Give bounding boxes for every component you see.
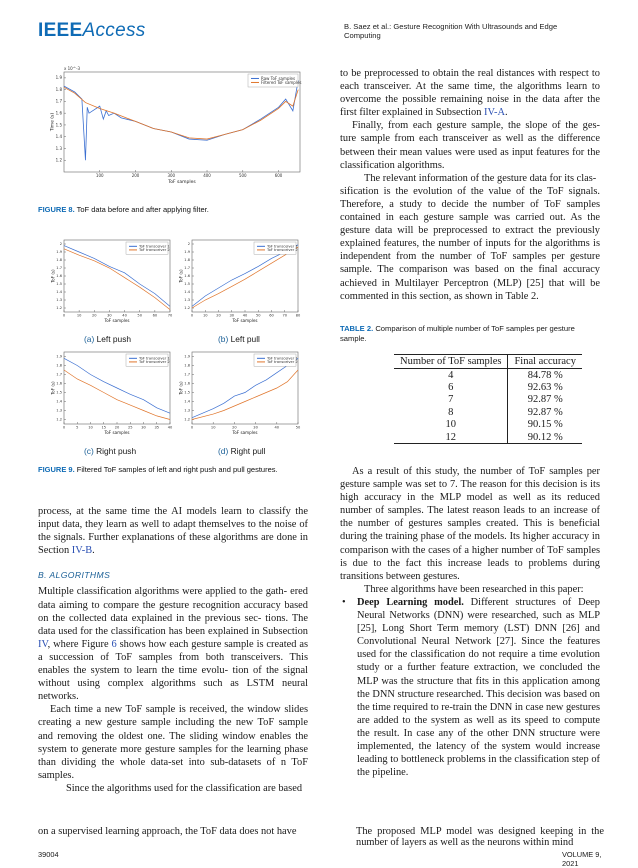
x-tick-label: 600 <box>274 173 283 178</box>
x-axis-label: ToF samples <box>232 430 258 436</box>
x-tick-label: 60 <box>269 313 274 318</box>
y-tick-label: 1.6 <box>184 274 190 279</box>
figure-8-label: FIGURE 8. <box>38 205 75 214</box>
y-tick-label: 1.5 <box>184 390 190 395</box>
logo-text-ieee: IEEE <box>38 20 83 41</box>
x-tick-label: 200 <box>131 173 140 178</box>
x-axis-label: ToF samples <box>232 318 258 324</box>
y-tick-label: 1.7 <box>56 372 62 377</box>
table-2-label: TABLE 2. <box>340 324 374 333</box>
y-tick-label: 1.7 <box>184 372 190 377</box>
y-tick-label: 1.9 <box>56 250 62 255</box>
table-row: 7 92.87 % <box>394 394 582 406</box>
y-tick-label: 1.2 <box>184 306 190 311</box>
y-tick-label: 1.2 <box>184 417 190 422</box>
x-tick-label: 20 <box>232 425 237 430</box>
left-column-overflow-text: on a supervised learning approach, the ToF data does not have <box>38 826 297 837</box>
y-tick-label: 1.2 <box>56 417 62 422</box>
x-axis-label: ToF samples <box>104 318 130 324</box>
logo-text-access: Access <box>82 20 146 41</box>
x-tick-label: 0 <box>190 313 194 318</box>
x-tick-label: 60 <box>152 313 158 318</box>
y-axis-label: ToF (s) <box>50 269 56 283</box>
x-tick-label: 50 <box>295 425 301 430</box>
y-tick-label: 1.8 <box>56 258 62 263</box>
paragraph: Since the algorithms used for the classification are based <box>66 782 303 794</box>
x-tick-label: 70 <box>282 313 288 318</box>
table-row: 10 90.15 % <box>394 419 582 431</box>
y-tick-label: 1.7 <box>55 98 62 104</box>
paragraph: Finally, from each gesture sample, the slope of the ges- ture sample from each transceiver as well as the difference between their mean values were used as input features for the classification algorithms. <box>340 120 600 171</box>
figure-9-text: Filtered ToF samples of left and right push and pull gestures. <box>76 465 278 474</box>
table-2 <box>394 354 582 444</box>
x-tick-label: 0 <box>62 425 66 430</box>
section-ref-link[interactable]: IV-B <box>71 545 93 557</box>
y-tick-label: 1.6 <box>56 274 62 279</box>
y-axis-label: ToF (s) <box>50 381 56 395</box>
table-row: 4 84.78 % <box>394 369 582 382</box>
legend-label: ToF transceiver 2 <box>139 360 170 365</box>
x-tick-label: 30 <box>229 313 235 318</box>
paragraph: Multiple classification algorithms were applied to the gath- ered data aiming to compare the gesture recognition accuracy based on the collected data explained in the previous sec- tions. The data used for the classification has been explained in Subsection IV, where Figure 6 shows how each gesture sample is created as a succession of ToF samples from both transceivers. This enables the system to learn the time evolu- tion of the signal without using complex algorithms such as LSTM neural networks. <box>38 586 308 703</box>
figure-8-plot <box>50 66 302 185</box>
x-tick-label: 25 <box>127 425 133 430</box>
x-tick-label: 80 <box>295 313 301 318</box>
right-column-text-top <box>340 67 600 303</box>
y-tick-label: 1.5 <box>56 282 62 287</box>
x-tick-label: 30 <box>107 313 112 318</box>
y-tick-label: 1.4 <box>56 399 62 404</box>
bullet-title: Deep Learning model. <box>357 596 464 608</box>
x-tick-label: 40 <box>242 313 248 318</box>
figure-8-chart <box>38 62 306 198</box>
y-axis-label: Time (s) <box>50 112 56 132</box>
figure-9a-chart <box>44 232 174 330</box>
x-tick-label: 0 <box>62 313 66 318</box>
x-tick-label: 30 <box>253 425 258 430</box>
y-tick-label: 1.3 <box>56 298 62 303</box>
y-tick-label: 1.4 <box>55 134 62 140</box>
x-tick-label: 10 <box>210 425 216 430</box>
y-tick-label: 1.3 <box>56 408 62 413</box>
figure-9b-chart <box>172 232 302 330</box>
list-item: • Deep Learning model. Different structures of Deep Neural Networks (DNN) were researched, such as MLP [25], Long Short Term memory (LST) DNN [26] and Convolutional Neural Network [27]. Since the features used for the classification do not require a time evolution study or a further feature extraction, we concluded the MLP was the structure that fits in this application among the DNN structure researched. This decision was based on the time required to re-train the DNN in case new gestures are added to the system as well as its speed to compute the result. In case any of the other DNN structure were implemented, the latency of the system would increase leading to bottleneck problems in the classification step of the pipeline. <box>340 596 600 779</box>
figure-9c-plot <box>51 352 173 435</box>
y-tick-label: 1.9 <box>184 354 190 359</box>
legend-label: Filtered ToF samples <box>261 79 302 85</box>
subfigure-d-label: (d) Right pull <box>218 446 266 456</box>
y-tick-label: 2 <box>187 242 190 247</box>
y-tick-label: 1.3 <box>184 298 190 303</box>
figure-9d-plot <box>179 352 301 435</box>
y-tick-label: 1.8 <box>184 258 190 263</box>
y-tick-label: 2 <box>59 242 62 247</box>
subfigure-c-label: (c) Right push <box>84 446 137 456</box>
y-tick-label: 1.2 <box>55 157 62 163</box>
left-column-text <box>38 505 308 795</box>
y-tick-label: 1.3 <box>55 145 62 151</box>
x-tick-label: 15 <box>101 425 107 430</box>
y-tick-label: 1.8 <box>184 363 190 368</box>
figure-9c-chart <box>44 344 174 442</box>
x-tick-label: 300 <box>167 173 176 178</box>
running-title: B. Saez et al.: Gesture Recognition With Ultrasounds and Edge Computing <box>344 22 558 40</box>
table-row: 6 92.63 % <box>394 381 582 393</box>
figure-9b-plot <box>179 240 301 323</box>
y-tick-label: 1.4 <box>184 290 190 295</box>
figure-9d-chart <box>172 344 302 442</box>
x-tick-label: 70 <box>167 313 173 318</box>
y-tick-label: 1.3 <box>184 408 190 413</box>
volume-info: VOLUME 9, 2021 <box>562 850 602 868</box>
legend-label: ToF transceiver 2 <box>267 248 298 253</box>
x-tick-label: 10 <box>88 425 93 430</box>
x-tick-label: 5 <box>76 425 79 430</box>
legend-label: ToF transceiver 1 <box>267 244 298 249</box>
paragraph: to be preprocessed to obtain the real distances with respect to each transceiver. At the same time, the algorithms learn to overcome the possible remaining noise in the data after the first filter explained in Subsection IV-A. <box>340 68 600 119</box>
table-2-caption <box>340 324 580 343</box>
section-heading: B. ALGORITHMS <box>38 570 111 581</box>
y-tick-label: 1.5 <box>56 390 62 395</box>
x-tick-label: 10 <box>202 313 208 318</box>
y-tick-label: 1.7 <box>184 266 190 271</box>
paragraph: sification is the evolution of the value of the ToF signals. Therefore, a study to decide the number of ToF samples contained in each gesture sample was carried out. As the gesture data will be preprocessed to extract the previously explained features, the number of inputs for the algorithms is independent from the number of ToF samples per gesture sample. The comparison was based on the final accuracy achieved in Multilayer Perceptron (MLP) [25] that will be commented in this section, as shown in Table 2. <box>340 185 600 302</box>
x-tick-label: 400 <box>203 173 211 178</box>
x-tick-label: 20 <box>91 313 97 318</box>
column-header-accuracy: Final accuracy <box>508 355 582 369</box>
algorithm-list <box>340 596 600 779</box>
x-tick-label: 50 <box>255 313 261 318</box>
legend-label: ToF transceiver 1 <box>139 356 170 361</box>
right-column-tail: The proposed MLP model was designed keeping in the number of layers as well as the neurons within mind <box>356 826 604 848</box>
y-tick-label: 1.9 <box>184 250 190 255</box>
x-tick-label: 10 <box>76 313 82 318</box>
page-number: 39004 <box>38 850 59 859</box>
figure-ref-link[interactable]: 6 <box>111 638 117 650</box>
y-tick-label: 1.4 <box>184 399 190 404</box>
y-tick-label: 1.7 <box>56 266 62 271</box>
figure-9-caption <box>38 465 308 475</box>
y-tick-label: 1.9 <box>55 75 62 81</box>
x-tick-label: 0 <box>190 425 194 430</box>
x-tick-label: 50 <box>137 313 143 318</box>
subsection-ref-link[interactable]: IV <box>38 638 48 650</box>
y-exponent-label: x 10^-3 <box>64 66 81 71</box>
y-tick-label: 1.6 <box>184 381 190 386</box>
paragraph: Three algorithms have been researched in this paper: <box>364 583 584 595</box>
x-axis-label: ToF samples <box>104 430 130 436</box>
x-tick-label: 35 <box>154 425 160 430</box>
x-tick-label: 100 <box>95 173 104 178</box>
paragraph: The relevant information of the gesture data for its clas- <box>364 172 597 184</box>
figure-9-label: FIGURE 9. <box>38 465 75 474</box>
x-tick-label: 500 <box>238 173 247 178</box>
table-row: 12 90.12 % <box>394 431 582 444</box>
legend-label: ToF transceiver 1 <box>267 356 298 361</box>
y-tick-label: 1.6 <box>55 110 62 116</box>
subsection-ref-link[interactable]: IV-A <box>484 107 505 119</box>
y-tick-label: 1.2 <box>56 306 62 311</box>
column-header-samples: Number of ToF samples <box>394 355 508 369</box>
y-axis-label: ToF (s) <box>178 381 184 395</box>
x-tick-label: 20 <box>216 313 221 318</box>
paragraph: Each time a new ToF sample is received, the window slides creating a new gesture sample including the new ToF sample and removing the oldest one. The sliding window enables the system to generate more gesture samples for the learning phase than dividing the whole data-set into sub-datasets of n ToF samples. <box>38 704 308 781</box>
figure-8-caption <box>38 205 308 215</box>
legend-label: ToF transceiver 2 <box>267 360 298 365</box>
legend-label: ToF transceiver 1 <box>139 244 170 249</box>
y-tick-label: 1.5 <box>184 282 190 287</box>
x-axis-label: ToF samples <box>168 180 196 185</box>
y-axis-label: ToF (s) <box>178 269 184 283</box>
subfigure-b-label: (b) Left pull <box>218 334 260 344</box>
figure-9a-plot <box>51 240 173 323</box>
y-tick-label: 1.4 <box>56 290 62 295</box>
x-tick-label: 20 <box>114 425 120 430</box>
legend-label: Raw ToF samples <box>261 75 296 81</box>
x-tick-label: 40 <box>274 425 280 430</box>
x-tick-label: 40 <box>122 313 127 318</box>
table-2-caption-text: Comparison of multiple number of ToF samples per gesture sample. <box>340 324 575 343</box>
paragraph: As a result of this study, the number of ToF samples per gesture sample was set to 7. The reason for this decision is its high accuracy in the MLP model as well as its reduced number of samples. The latest reason leads to an increase of the number of gestures samples created. This is beneficial during the training phase of the models. Its higher accuracy in comparison with the cases of a higher number of ToF samples is due to the fact this increase leads to problems during transitions between gestures. <box>340 466 600 582</box>
y-tick-label: 1.8 <box>55 86 62 92</box>
x-tick-label: 40 <box>167 425 173 430</box>
paragraph: process, at the same time the AI models learn to classify the input data, they learn as well to adapt themselves to the noise of the signals. Further explanations of these algorithms are done in Section IV-B. <box>38 506 308 557</box>
table-row: 8 92.87 % <box>394 406 582 418</box>
figure-8-text: ToF data before and after applying filter. <box>76 205 209 214</box>
y-tick-label: 1.6 <box>56 381 62 386</box>
legend-label: ToF transceiver 2 <box>139 248 170 253</box>
table-header-row <box>394 355 582 369</box>
y-tick-label: 1.9 <box>56 354 62 359</box>
x-tick-label: 30 <box>141 425 146 430</box>
right-column-text-bottom <box>340 465 600 779</box>
y-tick-label: 1.8 <box>56 363 62 368</box>
y-tick-label: 1.5 <box>55 122 62 128</box>
subfigure-a-label: (a) Left push <box>84 334 132 344</box>
journal-logo <box>38 20 146 42</box>
